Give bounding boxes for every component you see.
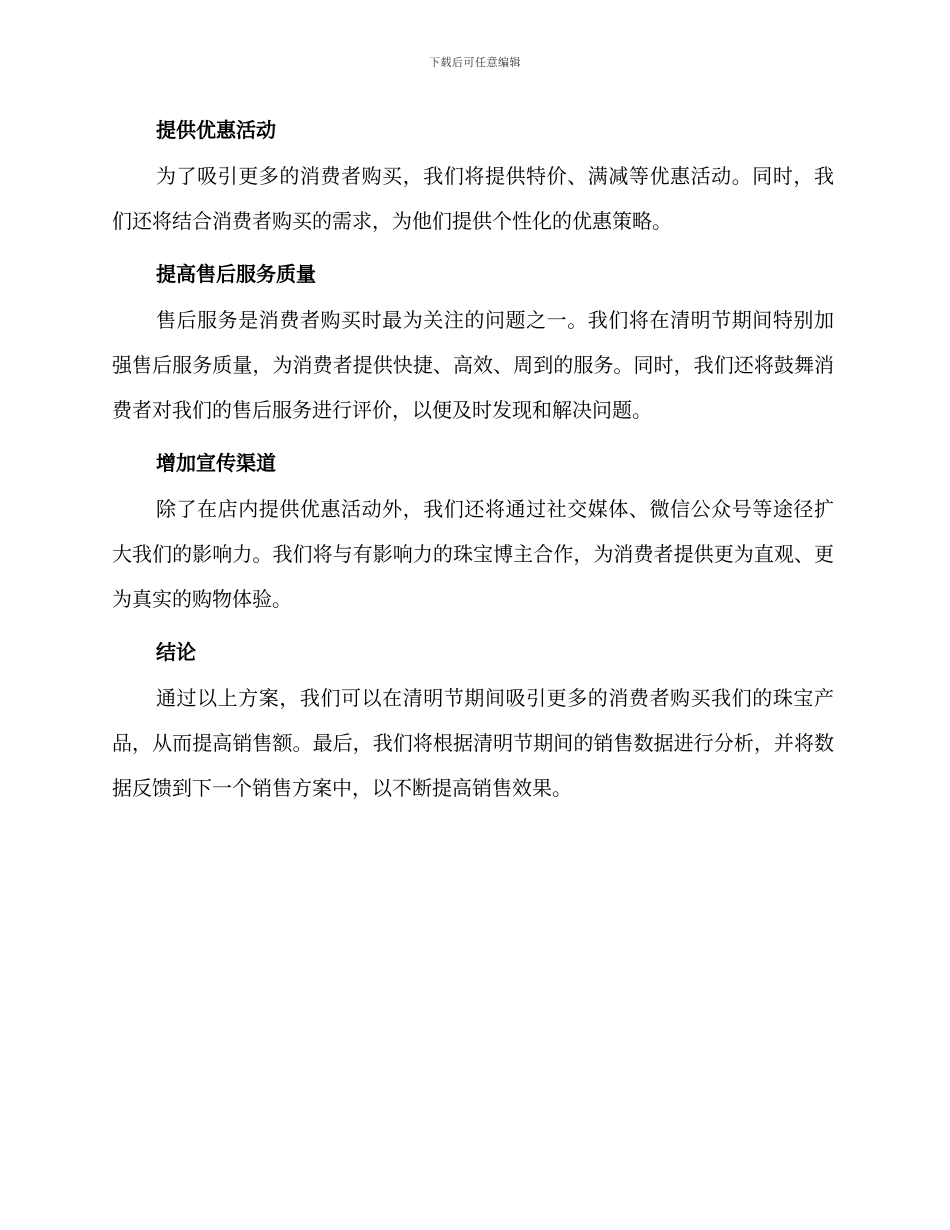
section-paragraph-promotion: 除了在店内提供优惠活动外，我们还将通过社交媒体、微信公众号等途径扩大我们的影响力。我们将与有影响力的珠宝博主合作，为消费者提供更为直观、更为真实的购物体验。 [112,497,834,611]
section-heading-conclusion: 结论 [156,640,196,664]
section-paragraph-after-sales: 售后服务是消费者购买时最为关注的问题之一。我们将在清明节期间特别加强售后服务质量，为消费者提供快捷、高效、周到的服务。同时，我们还将鼓舞消费者对我们的售后服务进行评价，以便及时发现和解决问题。 [112,308,834,422]
section-paragraph-offers: 为了吸引更多的消费者购买，我们将提供特价、满减等优惠活动。同时，我们还将结合消费者购买的需求，为他们提供个性化的优惠策略。 [112,164,834,233]
section-heading-offers: 提供优惠活动 [156,118,276,142]
section-paragraph-conclusion: 通过以上方案，我们可以在清明节期间吸引更多的消费者购买我们的珠宝产品，从而提高销售额。最后，我们将根据清明节期间的销售数据进行分析，并将数据反馈到下一个销售方案中，以不断提高销售效果。 [112,686,834,800]
page-header: 下载后可任意编辑 [429,56,521,69]
document-body [112,108,834,815]
section-heading-promotion: 增加宣传渠道 [156,451,276,475]
section-heading-after-sales: 提高售后服务质量 [156,262,316,286]
